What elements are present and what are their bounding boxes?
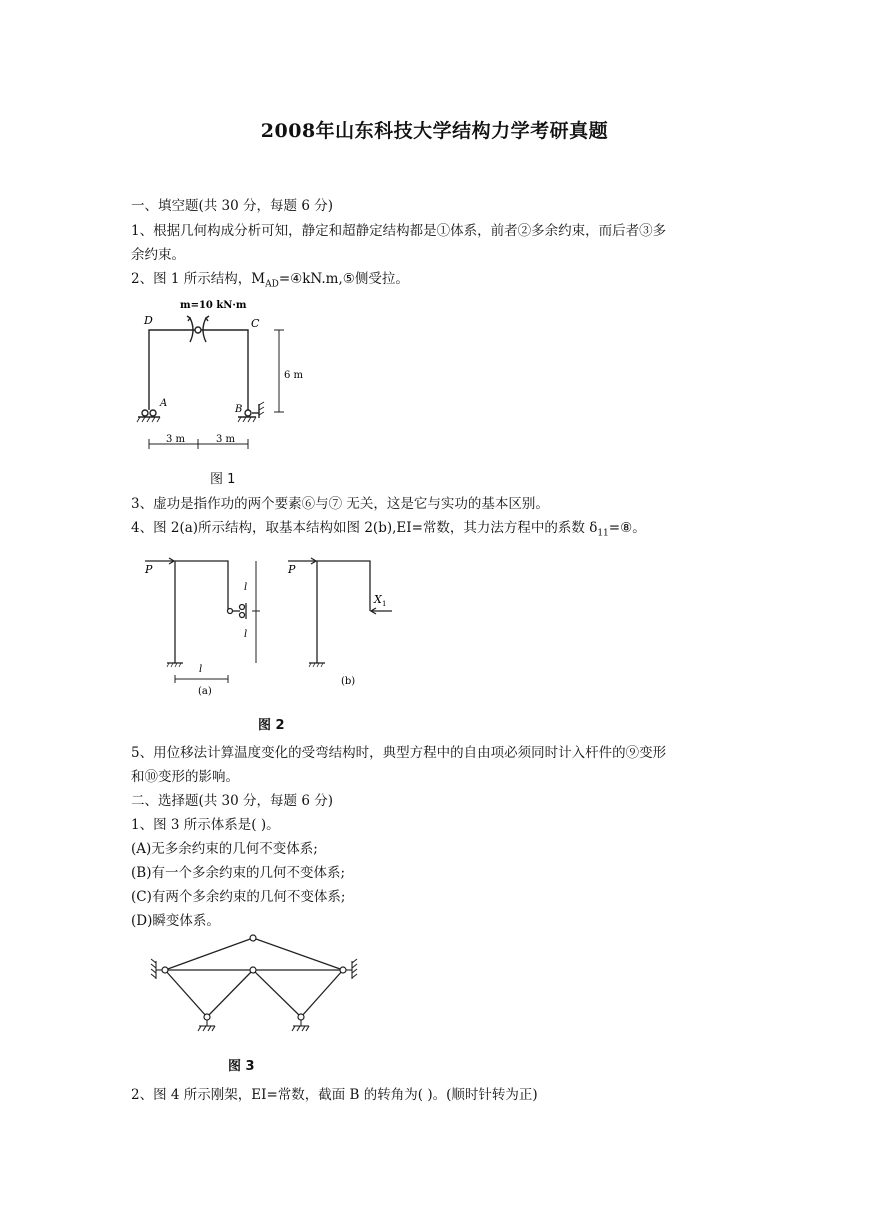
page-title: 2008年山东科技大学结构力学考研真题 [260,120,609,142]
sub-label-a: (a) [198,686,212,697]
question-1-5-line-1: 5、用位移法计算温度变化的受弯结构时，典型方程中的自由项必须同时计入杆件的⑨变形 [131,745,667,761]
question-1-2-post: =④kN.m,⑤侧受拉。 [278,271,409,287]
frame-a [175,561,228,663]
label-b: B [235,404,243,415]
question-1-1-line-1: 1、根据几何构成分析可知，静定和超静定结构都是①体系，前者②多余约束，而后者③多 [131,223,667,239]
figure-3 [145,928,365,1038]
dim-l-bottom: l [199,664,203,675]
figure-2-drawing [140,545,400,705]
option-b: (B)有一个多余约束的几何不变体系; [131,865,346,881]
question-1-4-post: =⑧。 [608,520,646,536]
span-left-label: 3 m [166,434,186,445]
label-c: C [251,317,260,330]
question-1-4-pre: 4、图 2(a)所示结构，取基本结构如图 2(b),EI=常数，其力法方程中的系数 δ [131,520,598,536]
height-label: 6 m [284,370,304,381]
hinge [195,327,201,333]
unknown-x-label: X [374,593,382,606]
coefficient-subscript: 11 [597,528,609,539]
question-2-1: 1、图 3 所示体系是( )。 [131,817,280,833]
figure-2-caption: 图 2 [258,718,285,733]
dim-l-mid: l [244,629,248,640]
figure-3-drawing [145,928,365,1038]
sub-label-b: (b) [341,676,356,687]
figure-1 [130,294,320,459]
section-2-heading: 二、选择题(共 30 分，每题 6 分) [131,793,333,809]
moment-arrow-right [206,316,209,321]
moment-subscript: AD [265,279,279,290]
moment-label: m=10 kN·m [180,300,247,311]
question-1-2 [131,270,409,294]
load-p-a: P [145,563,153,576]
option-d: (D)瞬变体系。 [131,913,220,929]
question-1-2-pre: 2、图 1 所示结构，M [131,271,266,287]
option-a: (A)无多余约束的几何不变体系; [131,841,318,857]
dim-l-top: l [244,582,248,593]
load-p-b: P [288,563,296,576]
figure-1-drawing [130,294,320,459]
figure-3-caption: 图 3 [228,1059,255,1074]
frame-b [317,561,370,663]
option-c: (C)有两个多余约束的几何不变体系; [131,889,346,905]
question-1-1-line-2: 余约束。 [131,247,185,263]
figure-1-caption: 图 1 [210,472,236,487]
question-1-4 [131,519,646,543]
question-2-2: 2、图 4 所示刚架，EI=常数，截面 B 的转角为( )。(顺时针转为正) [131,1087,538,1103]
moment-arrow-left [187,316,190,321]
figure-2 [140,545,400,705]
span-right-label: 3 m [216,434,236,445]
question-1-3: 3、虚功是指作功的两个要素⑥与⑦ 无关，这是它与实功的基本区别。 [131,496,549,512]
label-d: D [144,314,153,327]
section-1-heading: 一、填空题(共 30 分，每题 6 分) [131,198,333,214]
label-a: A [160,398,168,409]
unknown-x-subscript: 1 [382,600,387,608]
question-1-5-line-2: 和⑩变形的影响。 [131,769,239,785]
